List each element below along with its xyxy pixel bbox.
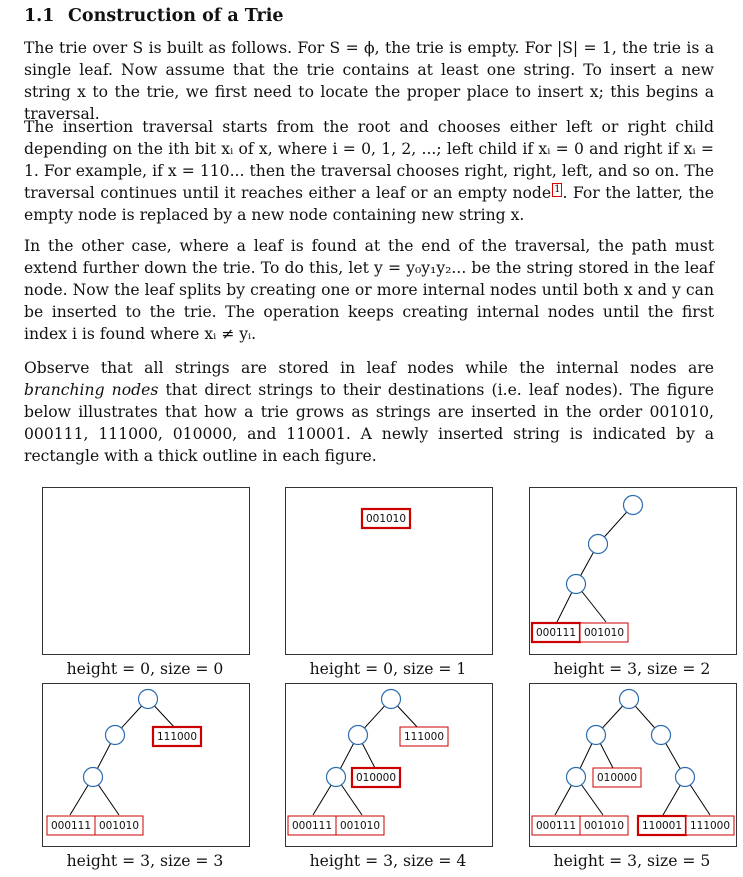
trie-node (327, 768, 346, 787)
figure-panel-2 (285, 487, 493, 655)
figure-caption-2: height = 0, size = 1 (309, 660, 467, 678)
trie-node (652, 726, 671, 745)
section-heading (24, 6, 284, 26)
figure-panel-5 (285, 683, 493, 847)
trie-node (624, 496, 643, 515)
trie-node (567, 575, 586, 594)
figure-caption-1: height = 0, size = 0 (66, 660, 224, 678)
leaf-label: 001010 (583, 820, 625, 832)
footnote-marker[interactable]: 1 (554, 183, 561, 195)
leaf-label: 111000 (156, 731, 198, 743)
figure-caption-6: height = 3, size = 5 (553, 852, 711, 870)
trie-node (620, 690, 639, 709)
trie-diagram-5 (286, 684, 492, 846)
trie-diagram-4 (43, 684, 249, 846)
figure-panel-3 (529, 487, 737, 655)
trie-node (589, 535, 608, 554)
paragraph-2-tail: . For the latter, the empty node is replaced by a new node containing new string x. (24, 184, 714, 224)
leaf-label: 111000 (689, 820, 731, 832)
trie-node (106, 726, 125, 745)
trie-node (676, 768, 695, 787)
leaf-label: 001010 (339, 820, 381, 832)
paragraph-4-emphasis: branching nodes (24, 381, 159, 399)
trie-node (382, 690, 401, 709)
section-title: Construction of a Trie (68, 6, 284, 26)
paragraph-1: The trie over S is built as follows. For S = ϕ, the trie is empty. For |S| = 1, the trie is a single leaf. Now assume that the trie contains at least one string. To insert a new string x to the trie, we first need to locate the proper place to insert x; this begins a traversal. (24, 39, 714, 123)
leaf-label: 000111 (535, 820, 577, 832)
figure-panel-6 (529, 683, 737, 847)
trie-node (587, 726, 606, 745)
paragraph-3: In the other case, where a leaf is found at the end of the traversal, the path must extend further down the trie. To do this, let y = y₀y₁y₂... be the string stored in the leaf node. Now the leaf splits by creating one or more internal nodes until both x and y can be inserted to the trie. The operation keeps creating internal nodes until the first index i is found where xᵢ ≠ yᵢ. (24, 237, 714, 343)
paragraph-4-start: Observe that all strings are stored in leaf nodes while the internal nodes are (24, 359, 714, 377)
trie-diagram-3 (530, 488, 736, 654)
leaf-label: 001010 (365, 513, 407, 525)
trie-diagram-6 (530, 684, 736, 846)
trie-node (349, 726, 368, 745)
paragraph-4 (24, 357, 714, 467)
leaf-label: 001010 (583, 627, 625, 639)
figure-caption-3: height = 3, size = 2 (553, 660, 711, 678)
trie-node (567, 768, 586, 787)
figure-caption-4: height = 3, size = 3 (66, 852, 224, 870)
leaf-label: 000111 (291, 820, 333, 832)
leaf-label: 111000 (403, 731, 445, 743)
paragraph-2-body: The insertion traversal starts from the root and chooses either left or right child depending on the ith bit xᵢ of x, where i = 0, 1, 2, ...; left child if xᵢ = 0 and right if xᵢ = 1. For example, if x = 110... then the traversal chooses right, right, left, and so on. The traversal continues until it reaches either a leaf or an empty node (24, 118, 714, 202)
paragraph-2 (24, 116, 714, 226)
leaf-label: 001010 (98, 820, 140, 832)
leaf-label: 000111 (535, 627, 577, 639)
paragraph-4-end: that direct strings to their destinations (i.e. leaf nodes). The figure below illustrates that how a trie grows as strings are inserted in the order 001010, 000111, 111000, 010000, and 110001. A newly inserted string is indicated by a rectangle with a thick outline in each figure. (24, 381, 714, 465)
figure-panel-1 (42, 487, 250, 655)
leaf-label: 000111 (50, 820, 92, 832)
trie-node (139, 690, 158, 709)
section-number: 1.1 (24, 6, 55, 26)
trie-node (84, 768, 103, 787)
figure-panel-4 (42, 683, 250, 847)
trie-diagram-2 (286, 488, 492, 654)
leaf-label: 010000 (596, 772, 638, 784)
leaf-label: 110001 (641, 820, 683, 832)
figure-caption-5: height = 3, size = 4 (309, 852, 467, 870)
leaf-label: 010000 (355, 772, 397, 784)
